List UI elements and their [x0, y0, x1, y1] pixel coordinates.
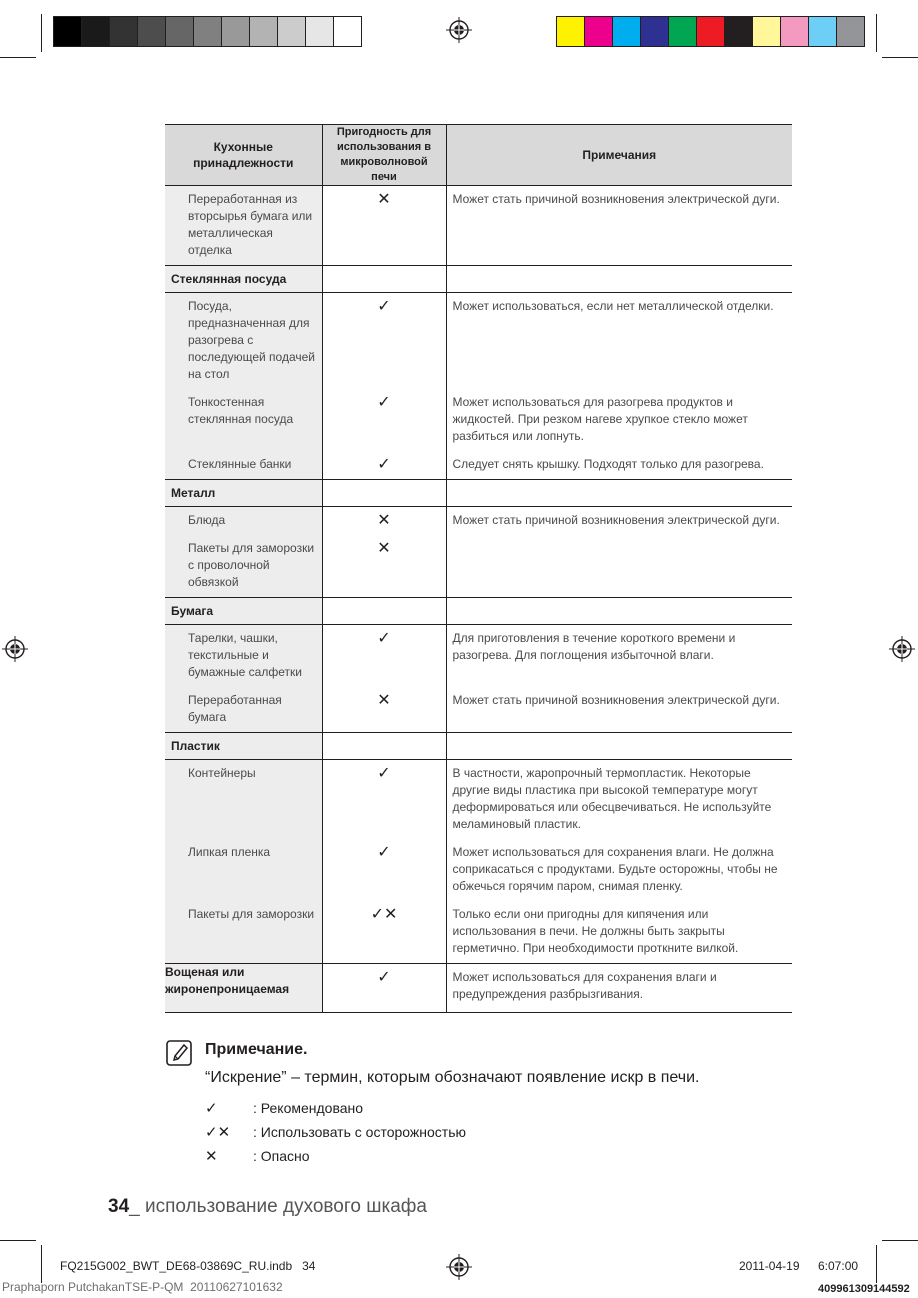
color-swatch: [110, 17, 138, 46]
note-text: “Искрение” – термин, которым обозначают появление искр в печи.: [205, 1069, 700, 1086]
item-name: Липкая пленка: [165, 839, 322, 901]
slug-operator: Praphaporn PutchakanTSE-P-QM 20110627101632: [2, 1280, 283, 1294]
category-empty-cell: [446, 266, 792, 293]
suitability-mark: ✕: [322, 535, 446, 598]
item-name: Вощеная или жиронепроницаемая: [165, 964, 322, 1013]
color-swatch: [82, 17, 110, 46]
category-empty-cell: [446, 480, 792, 507]
item-name: Посуда, предназначенная для разогрева с последующей подачей на стол: [165, 293, 322, 390]
header-notes: Примечания: [446, 125, 792, 186]
color-swatch: [585, 17, 613, 46]
color-swatch: [166, 17, 194, 46]
category-row: [165, 733, 792, 760]
table-row: [165, 760, 792, 840]
cookware-suitability-table: [165, 124, 792, 1013]
color-swatch: [697, 17, 725, 46]
color-swatch: [725, 17, 753, 46]
color-swatch: [54, 17, 82, 46]
item-note: Может использоваться, если нет металлической отделки.: [452, 299, 774, 313]
item-name: Контейнеры: [165, 760, 322, 840]
item-name: Переработанная бумага: [165, 687, 322, 733]
category-name: Металл: [165, 480, 322, 507]
legend-label: : Рекомендовано: [253, 1100, 364, 1116]
category-name: Бумага: [165, 598, 322, 625]
item-note: Для приготовления в течение короткого времени и разогрева. Для поглощения избыточной влаги.: [452, 631, 736, 662]
table-header-row: [165, 125, 792, 186]
note-title: Примечание.: [205, 1041, 308, 1058]
table-row: [165, 687, 792, 733]
suitability-mark: ✓: [322, 964, 446, 1013]
registration-mark-icon: [889, 636, 915, 662]
color-swatch: [613, 17, 641, 46]
color-calibration-bar: [556, 16, 865, 47]
legend-dangerous: [205, 1147, 310, 1165]
table-row: [165, 901, 792, 964]
registration-mark-icon: [446, 17, 472, 43]
crop-mark: [0, 57, 36, 58]
table-row: [165, 451, 792, 480]
color-swatch: [278, 17, 306, 46]
note-pencil-icon: [166, 1040, 192, 1066]
suitability-mark: ✓: [322, 293, 446, 390]
item-name: Тарелки, чашки, текстильные и бумажные салфетки: [165, 625, 322, 688]
legend-label: : Использовать с осторожностью: [253, 1124, 466, 1140]
crop-mark: [882, 1240, 918, 1241]
category-empty-cell: [322, 598, 446, 625]
table-row: [165, 507, 792, 536]
item-note: Только если они пригодны для кипячения или использования в печи. Не должны быть закрыты герметично. При необходимости проткните вилкой.: [446, 901, 792, 964]
category-row: [165, 598, 792, 625]
registration-mark-icon: [2, 636, 28, 662]
crop-mark: [41, 14, 42, 52]
slug-date: 2011-04-19: [739, 1259, 800, 1273]
check-cross-icon: ✓✕: [205, 1124, 231, 1141]
crop-mark: [41, 1245, 42, 1283]
page-number: 34: [108, 1196, 130, 1217]
item-note: [446, 535, 792, 598]
crop-mark: [876, 1245, 877, 1283]
category-name: Стеклянная посуда: [165, 266, 322, 293]
color-swatch: [781, 17, 809, 46]
item-note: Может стать причиной возникновения электрической дуги.: [446, 687, 792, 733]
suitability-mark: ✕: [322, 687, 446, 733]
item-note: В частности, жаропрочный термопластик. Некоторые другие виды пластика при высокой температуре могут деформироваться или обесцвечиваться. Не используйте меламиновый пластик.: [452, 766, 772, 831]
item-name: Пакеты для заморозки с проволочной обвязкой: [165, 535, 322, 598]
item-note: Может использоваться для разогрева продуктов и жидкостей. При резком нагеве хрупкое стекло может разбиться или лопнуть.: [452, 395, 748, 443]
table-row: [165, 839, 792, 901]
category-empty-cell: [322, 733, 446, 760]
category-empty-cell: [322, 480, 446, 507]
color-swatch: [334, 17, 361, 46]
category-name: Пластик: [165, 733, 322, 760]
suitability-mark: ✓: [322, 839, 446, 901]
category-row: [165, 480, 792, 507]
color-swatch: [753, 17, 781, 46]
header-cookware: Кухонные принадлежности: [165, 125, 322, 186]
crop-mark: [876, 14, 877, 52]
item-note: Может использоваться для сохранения влаги. Не должна соприкасаться с продуктами. Будьте осторожны, чтобы не обжечься горячим паром, снимая пленку.: [452, 845, 778, 893]
category-rows: [165, 266, 792, 964]
page-footer: [108, 1196, 427, 1218]
category-empty-cell: [322, 266, 446, 293]
item-name: Блюда: [165, 507, 322, 536]
crop-mark: [882, 57, 918, 58]
table-row: [165, 625, 792, 688]
color-swatch: [194, 17, 222, 46]
table-row: [165, 535, 792, 598]
category-empty-cell: [446, 598, 792, 625]
check-icon: ✓: [205, 1100, 218, 1117]
legend-label: : Опасно: [253, 1148, 310, 1164]
item-name: Переработанная из вторсырья бумага или металлическая отделка: [165, 186, 322, 266]
color-swatch: [306, 17, 334, 46]
item-note: Может стать причиной возникновения электрической дуги.: [446, 186, 792, 266]
category-empty-cell: [446, 733, 792, 760]
table-row: [165, 186, 792, 266]
item-note: Может использоваться для сохранения влаги и предупреждения разбрызгивания.: [446, 964, 792, 1013]
item-note: Может стать причиной возникновения электрической дуги.: [452, 513, 780, 527]
item-name: Стеклянные банки: [165, 451, 322, 480]
color-swatch: [222, 17, 250, 46]
table-row: [165, 389, 792, 451]
page-section-title: _ использование духового шкафа: [129, 1196, 427, 1217]
suitability-mark: ✓: [322, 451, 446, 480]
grayscale-calibration-bar: [53, 16, 362, 47]
color-swatch: [250, 17, 278, 46]
suitability-mark: ✓: [322, 389, 446, 451]
table-row: [165, 293, 792, 390]
slug-code: 409961309144592: [818, 1283, 910, 1295]
slug-time: 6:07:00: [818, 1259, 859, 1273]
suitability-mark: ✓✕: [322, 901, 446, 964]
color-swatch: [138, 17, 166, 46]
item-name: Тонкостенная стеклянная посуда: [165, 389, 322, 451]
item-note: Следует снять крышку. Подходят только для разогрева.: [446, 451, 792, 480]
color-swatch: [837, 17, 864, 46]
item-name: Пакеты для заморозки: [165, 901, 322, 964]
color-swatch: [809, 17, 837, 46]
suitability-mark: ✓: [322, 625, 446, 688]
table-row: [165, 964, 792, 1013]
suitability-mark: ✕: [322, 507, 446, 536]
color-swatch: [557, 17, 585, 46]
suitability-mark: ✓: [322, 760, 446, 840]
cross-icon: ✕: [205, 1148, 218, 1165]
crop-mark: [0, 1240, 36, 1241]
color-swatch: [641, 17, 669, 46]
registration-mark-icon: [446, 1254, 472, 1280]
legend-caution: [205, 1123, 466, 1141]
category-row: [165, 266, 792, 293]
slug-file-name: FQ215G002_BWT_DE68-03869C_RU.indb 34: [60, 1259, 316, 1273]
legend-recommended: [205, 1099, 363, 1117]
color-swatch: [669, 17, 697, 46]
suitability-mark: ✕: [322, 186, 446, 266]
header-suitability: Пригодность для использования в микроволновой печи: [322, 125, 446, 186]
